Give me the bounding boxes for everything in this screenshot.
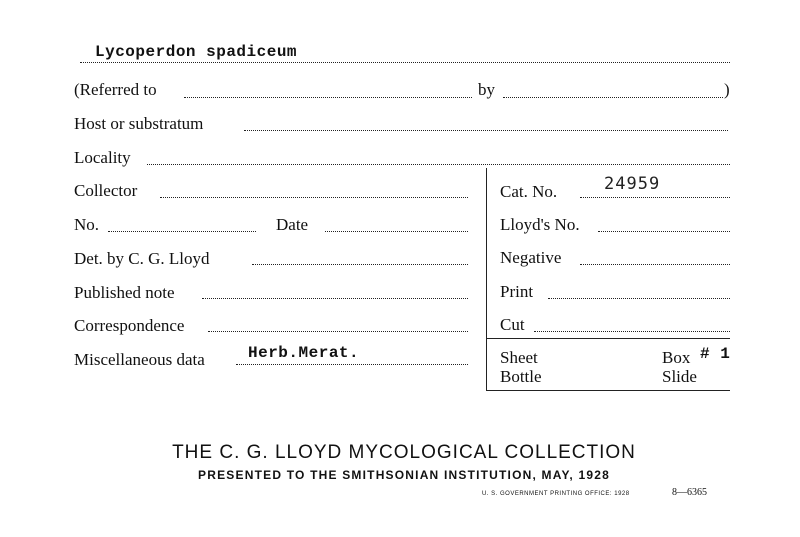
lloyds-no-label: Lloyd's No.: [500, 215, 580, 234]
collector-label: Collector: [74, 181, 138, 200]
right-box-border: [486, 168, 487, 390]
collector-field[interactable]: [160, 197, 468, 198]
date-label: Date: [276, 215, 309, 234]
misc-data-value: Herb.Merat.: [248, 344, 360, 362]
sheet-label: Sheet: [500, 348, 538, 367]
referred-to-label: (Referred to: [74, 80, 157, 99]
no-label: No.: [74, 215, 100, 234]
referred-to-field[interactable]: [184, 97, 472, 98]
published-note-label: Published note: [74, 283, 175, 302]
det-by-label: Det. by C. G. Lloyd: [74, 249, 210, 268]
divider-line: [80, 62, 730, 63]
printing-office-note: U. S. GOVERNMENT PRINTING OFFICE: 1928: [482, 491, 630, 497]
host-field[interactable]: [244, 130, 728, 131]
print-field[interactable]: [548, 298, 730, 299]
box-value: # 1: [700, 345, 731, 363]
bottle-label: Bottle: [500, 367, 542, 386]
date-field[interactable]: [325, 231, 468, 232]
cut-field[interactable]: [534, 331, 730, 332]
by-field[interactable]: [503, 97, 723, 98]
no-field[interactable]: [108, 231, 256, 232]
correspondence-label: Correspondence: [74, 316, 185, 335]
collection-subtitle: PRESENTED TO THE SMITHSONIAN INSTITUTION, MAY, 1928: [198, 468, 610, 482]
negative-label: Negative: [500, 248, 562, 267]
host-label: Host or substratum: [74, 114, 204, 133]
published-note-field[interactable]: [202, 298, 468, 299]
cat-no-field[interactable]: [580, 197, 730, 198]
form-number: 8—6365: [672, 487, 707, 498]
collection-title: THE C. G. LLOYD MYCOLOGICAL COLLECTION: [172, 442, 636, 463]
lloyds-no-field[interactable]: [598, 231, 730, 232]
misc-data-label: Miscellaneous data: [74, 350, 205, 369]
right-box-divider: [486, 338, 730, 339]
specimen-name: Lycoperdon spadiceum: [95, 43, 298, 61]
correspondence-field[interactable]: [208, 331, 468, 332]
misc-data-field[interactable]: [236, 364, 468, 365]
close-paren: ): [724, 80, 730, 99]
locality-field[interactable]: [147, 164, 730, 165]
cut-label: Cut: [500, 315, 525, 334]
det-by-field[interactable]: [252, 264, 468, 265]
box-label: Box: [662, 348, 691, 367]
cat-no-value: 24959: [604, 174, 661, 194]
right-box-bottom: [486, 390, 730, 391]
print-label: Print: [500, 282, 534, 301]
negative-field[interactable]: [580, 264, 730, 265]
by-label: by: [478, 80, 495, 99]
cat-no-label: Cat. No.: [500, 182, 558, 201]
slide-label: Slide: [662, 367, 697, 386]
locality-label: Locality: [74, 148, 131, 167]
